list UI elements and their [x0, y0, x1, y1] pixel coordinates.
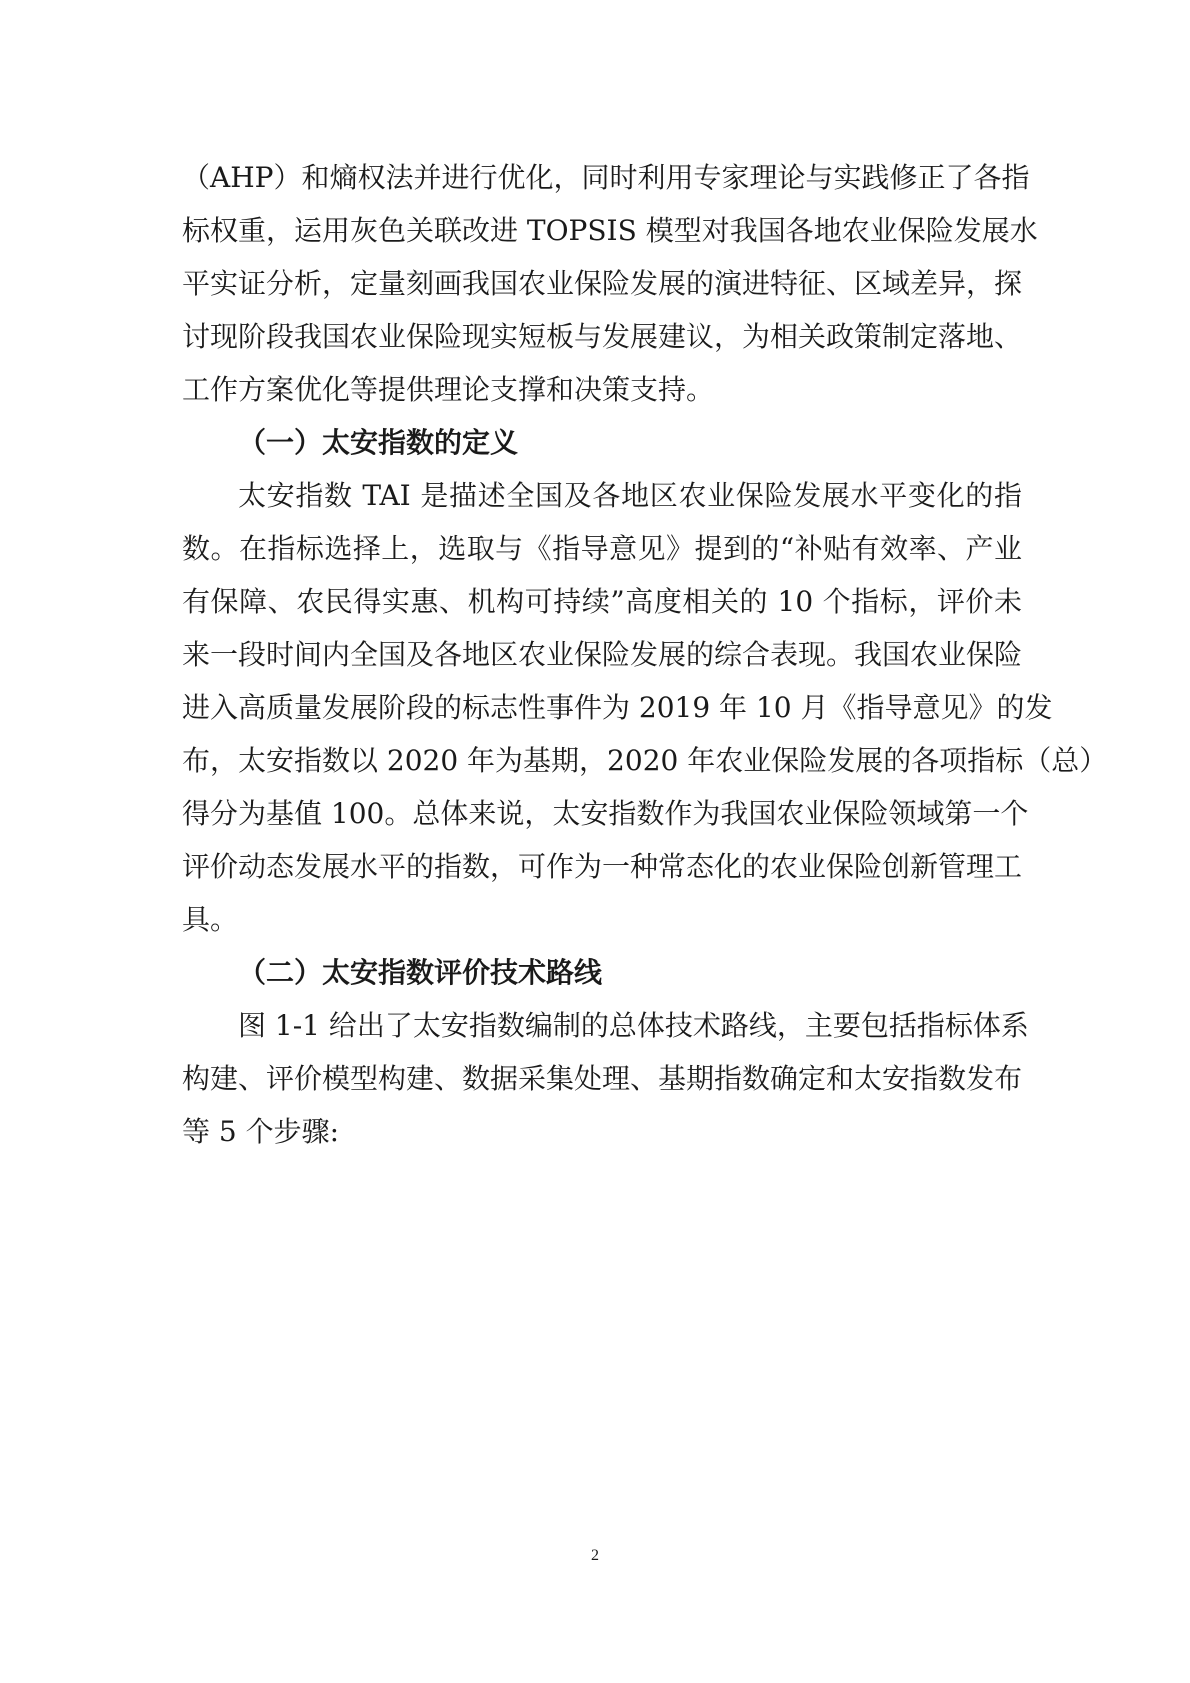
paragraph-2-line-8: 评价动态发展水平的指数，可作为一种常态化的农业保险创新管理工	[182, 850, 1023, 883]
paragraph-2-line-1: 太安指数 TAI 是描述全国及各地区农业保险发展水平变化的指	[238, 479, 1022, 512]
paragraph-2-line-6: 布，太安指数以 2020 年为基期，2020 年农业保险发展的各项指标（总）	[182, 744, 1108, 777]
paragraph-1-line-2: 标权重，运用灰色关联改进 TOPSIS 模型对我国各地农业保险发展水	[182, 214, 1038, 247]
paragraph-1-line-3: 平实证分析，定量刻画我国农业保险发展的演进特征、区域差异，探	[182, 267, 1023, 300]
paragraph-1-line-1: （AHP）和熵权法并进行优化，同时利用专家理论与实践修正了各指	[182, 161, 1030, 194]
paragraph-2-line-7: 得分为基值 100。总体来说，太安指数作为我国农业保险领域第一个	[182, 797, 1029, 830]
paragraph-3-line-3: 等 5 个步骤:	[182, 1115, 340, 1148]
paragraph-1-line-4: 讨现阶段我国农业保险现实短板与发展建议，为相关政策制定落地、	[182, 320, 1023, 353]
page-number: 2	[591, 1547, 599, 1564]
paragraph-2-line-9: 具。	[182, 903, 239, 936]
paragraph-2-line-5: 进入高质量发展阶段的标志性事件为 2019 年 10 月《指导意见》的发	[182, 691, 1053, 724]
paragraph-1-line-5: 工作方案优化等提供理论支撑和决策支持。	[182, 373, 715, 406]
section-heading-technical-route: （二）太安指数评价技术路线	[238, 956, 603, 989]
section-heading-definition: （一）太安指数的定义	[238, 426, 519, 459]
paragraph-2-line-3: 有保障、农民得实惠、机构可持续”高度相关的 10 个指标，评价未	[182, 585, 1022, 618]
paragraph-2-line-4: 来一段时间内全国及各地区农业保险发展的综合表现。我国农业保险	[182, 638, 1023, 671]
paragraph-2-line-2: 数。在指标选择上，选取与《指导意见》提到的“补贴有效率、产业	[182, 532, 1022, 565]
paragraph-3-line-1: 图 1-1 给出了太安指数编制的总体技术路线，主要包括指标体系	[238, 1009, 1029, 1042]
paragraph-3-line-2: 构建、评价模型构建、数据采集处理、基期指数确定和太安指数发布	[182, 1062, 1023, 1095]
